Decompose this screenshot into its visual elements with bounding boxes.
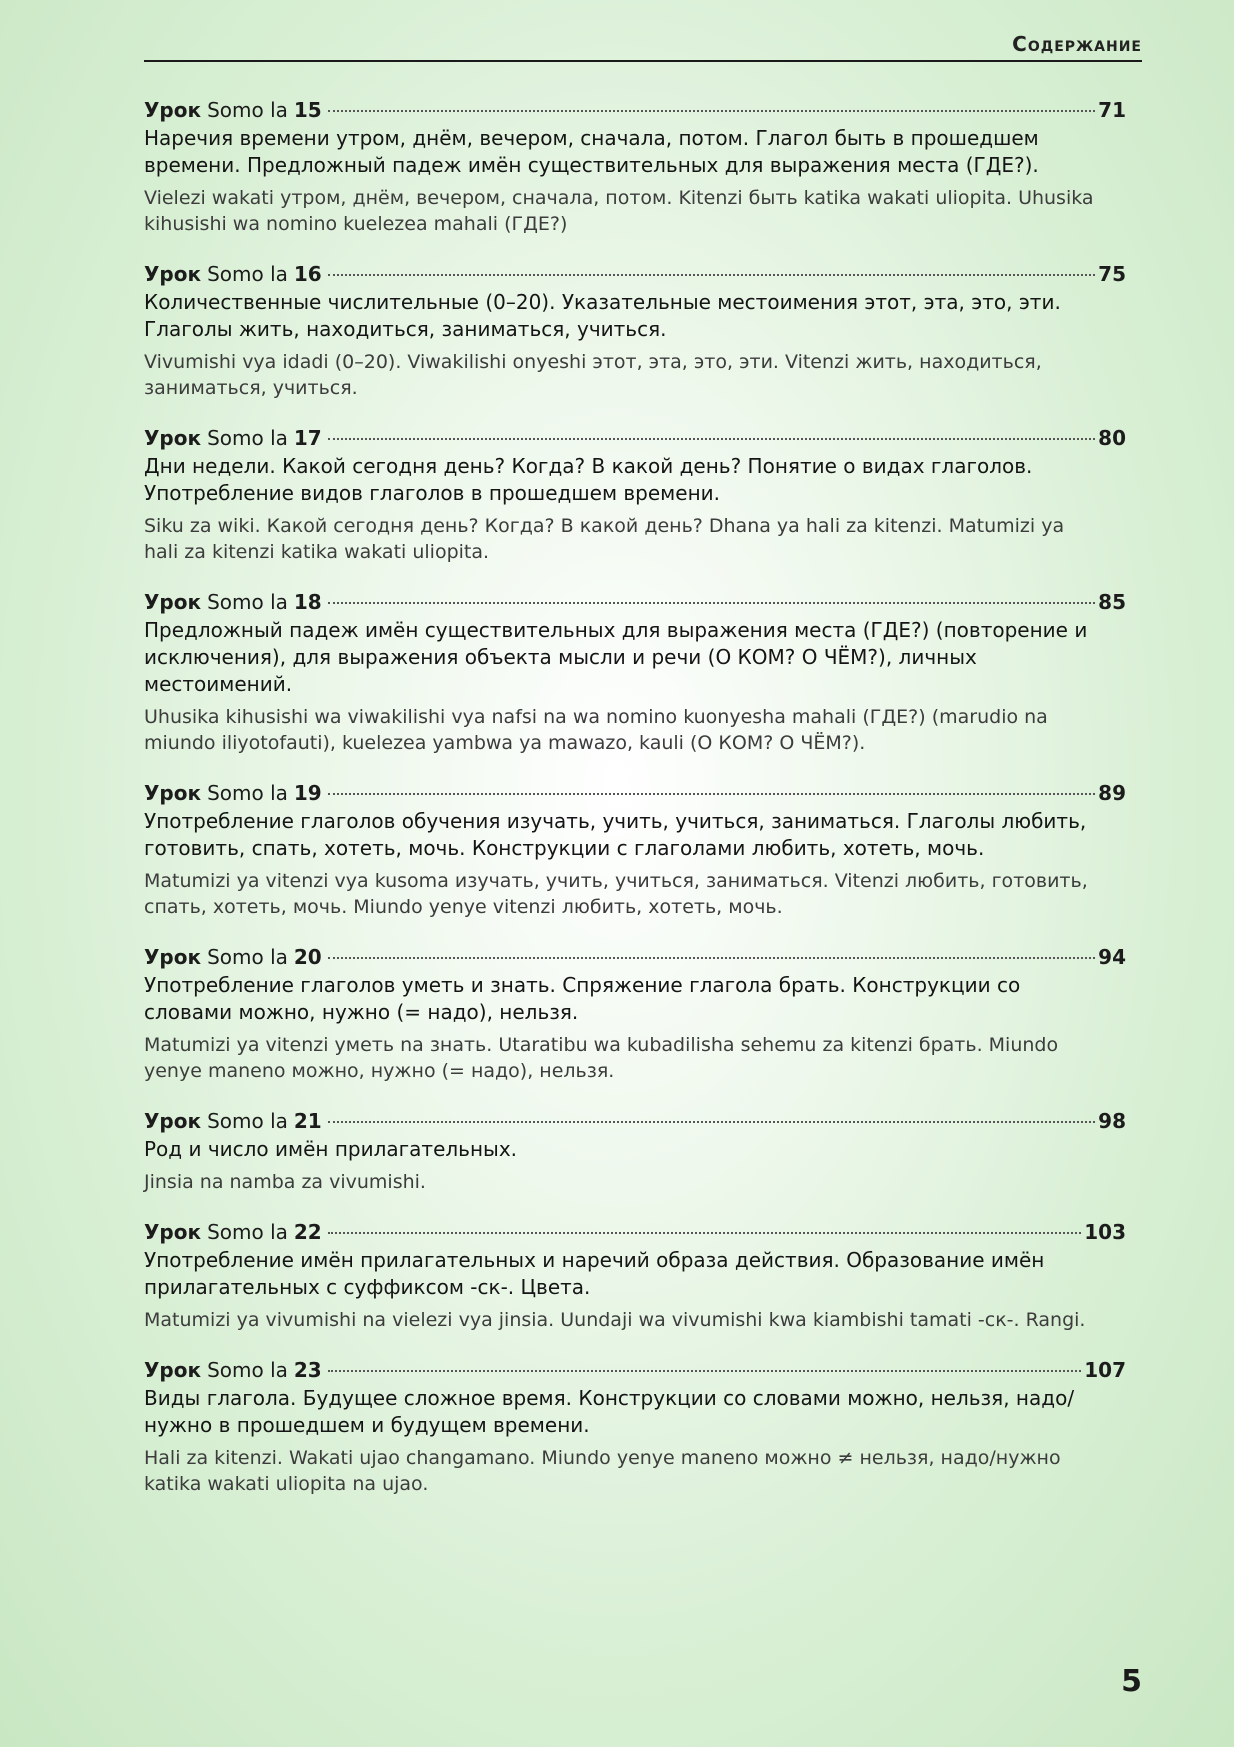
toc-entry-heading[interactable] <box>144 424 1126 452</box>
lesson-word: Урок <box>144 781 202 805</box>
toc-entry <box>144 1107 1142 1195</box>
toc-entry-heading[interactable] <box>144 588 1126 616</box>
toc-page-number: 98 <box>1098 1109 1126 1133</box>
lesson-swahili-label: Somo la <box>207 262 288 286</box>
dot-leader <box>328 957 1095 959</box>
lesson-description-swahili: Hali za kitenzi. Wakati ujao changamano. Miundo yenye maneno можно ≠ нельзя, надо/нужно katika wakati uliopita na ujao. <box>144 1447 1061 1495</box>
toc-page-number: 75 <box>1098 262 1126 286</box>
toc-entry-heading[interactable] <box>144 779 1126 807</box>
lesson-description-russian: Употребление глаголов уметь и знать. Спряжение глагола брать. Конструкции со словами можно, нужно (= надо), нельзя. <box>144 973 1021 1024</box>
lesson-description-russian: Дни недели. Какой сегодня день? Когда? В какой день? Понятие о видах глаголов. Употребление видов глаголов в прошедшем времени. <box>144 454 1033 505</box>
toc-entry <box>144 424 1142 565</box>
lesson-swahili-label: Somo la <box>207 781 288 805</box>
lesson-number: 20 <box>293 945 322 969</box>
toc-entry <box>144 1356 1142 1497</box>
lesson-word: Урок <box>144 426 202 450</box>
lesson-number: 22 <box>293 1220 322 1244</box>
lesson-swahili-label: Somo la <box>207 1220 288 1244</box>
toc-entry-heading[interactable] <box>144 260 1126 288</box>
dot-leader <box>328 438 1095 440</box>
lesson-description-swahili: Jinsia na namba za vivumishi. <box>144 1171 426 1193</box>
lesson-description-swahili: Vivumishi vya idadi (0–20). Viwakilishi onyeshi этот, эта, это, эти. Vitenzi жить, находиться, заниматься, учиться. <box>144 351 1042 399</box>
dot-leader <box>328 793 1095 795</box>
lesson-number: 18 <box>293 590 322 614</box>
toc-entry <box>144 1218 1142 1333</box>
lesson-word: Урок <box>144 1109 202 1133</box>
lesson-description-swahili: Uhusika kihusishi wa viwakilishi vya nafsi na wa nomino kuonyesha mahali (ГДЕ?) (marudio na miundo iliyotofauti), kuelezea yambwa ya mawazo, kauli (О КОМ? О ЧЁМ?). <box>144 706 1048 754</box>
dot-leader <box>328 602 1095 604</box>
lesson-swahili-label: Somo la <box>207 945 288 969</box>
lesson-number: 23 <box>293 1358 322 1382</box>
dot-leader <box>328 1232 1082 1234</box>
lesson-word: Урок <box>144 590 202 614</box>
lesson-word: Урок <box>144 262 202 286</box>
lesson-number: 21 <box>293 1109 322 1133</box>
lesson-word: Урок <box>144 98 202 122</box>
lesson-description-swahili: Matumizi ya vivumishi na vielezi vya jinsia. Uundaji wa vivumishi kwa kiambishi tamati -ск-. Rangi. <box>144 1309 1086 1331</box>
lesson-description-russian: Род и число имён прилагательных. <box>144 1137 518 1161</box>
dot-leader <box>328 1121 1095 1123</box>
page-header <box>144 30 1142 62</box>
toc-entry <box>144 260 1142 401</box>
lesson-description-russian: Количественные числительные (0–20). Указательные местоимения этот, эта, это, эти. Глаголы жить, находиться, заниматься, учиться. <box>144 290 1061 341</box>
toc-entry <box>144 588 1142 756</box>
toc-entry <box>144 779 1142 920</box>
lesson-swahili-label: Somo la <box>207 590 288 614</box>
toc-page-number: 89 <box>1098 781 1126 805</box>
toc-page-number: 85 <box>1098 590 1126 614</box>
header-title: Содержание <box>1012 32 1142 56</box>
lesson-number: 19 <box>293 781 322 805</box>
table-of-contents <box>144 96 1142 1520</box>
toc-entry-heading[interactable] <box>144 1356 1126 1384</box>
lesson-description-russian: Употребление имён прилагательных и наречий образа действия. Образование имён прилагательных с суффиксом -ск-. Цвета. <box>144 1248 1045 1299</box>
lesson-description-russian: Употребление глаголов обучения изучать, учить, учиться, заниматься. Глаголы любить, готовить, спать, хотеть, мочь. Конструкции с глаголами любить, хотеть, мочь. <box>144 809 1087 860</box>
toc-page-number: 80 <box>1098 426 1126 450</box>
dot-leader <box>328 274 1095 276</box>
lesson-swahili-label: Somo la <box>207 1109 288 1133</box>
lesson-word: Урок <box>144 1358 202 1382</box>
toc-page-number: 103 <box>1084 1220 1126 1244</box>
dot-leader <box>328 1370 1082 1372</box>
lesson-word: Урок <box>144 1220 202 1244</box>
lesson-description-russian: Наречия времени утром, днём, вечером, сначала, потом. Глагол быть в прошедшем времени. Предложный падеж имён существительных для выражения места (ГДЕ?). <box>144 126 1039 177</box>
lesson-description-swahili: Matumizi ya vitenzi vya kusoma изучать, учить, учиться, заниматься. Vitenzi любить, готовить, спать, хотеть, мочь. Miundo yenye vitenzi любить, хотеть, мочь. <box>144 870 1088 918</box>
lesson-swahili-label: Somo la <box>207 426 288 450</box>
toc-entry <box>144 96 1142 237</box>
toc-page-number: 94 <box>1098 945 1126 969</box>
lesson-description-swahili: Matumizi ya vitenzi уметь na знать. Utaratibu wa kubadilisha sehemu za kitenzi брать. Miundo yenye maneno можно, нужно (= надо), нельзя. <box>144 1034 1059 1082</box>
lesson-description-russian: Предложный падеж имён существительных для выражения места (ГДЕ?) (повторение и исключения), для выражения объекта мысли и речи (О КОМ? О ЧЁМ?), личных местоимений. <box>144 618 1088 696</box>
lesson-word: Урок <box>144 945 202 969</box>
lesson-number: 17 <box>293 426 322 450</box>
dot-leader <box>328 110 1095 112</box>
lesson-swahili-label: Somo la <box>207 1358 288 1382</box>
lesson-description-swahili: Vielezi wakati утром, днём, вечером, сначала, потом. Kitenzi быть katika wakati uliopita. Uhusika kihusishi wa nomino kuelezea mahali (ГДЕ?) <box>144 187 1094 235</box>
toc-entry <box>144 943 1142 1084</box>
toc-entry-heading[interactable] <box>144 1107 1126 1135</box>
lesson-swahili-label: Somo la <box>207 98 288 122</box>
lesson-description-russian: Виды глагола. Будущее сложное время. Конструкции со словами можно, нельзя, надо/нужно в прошедшем и будущем времени. <box>144 1386 1075 1437</box>
lesson-number: 15 <box>293 98 322 122</box>
lesson-description-swahili: Siku za wiki. Какой сегодня день? Когда? В какой день? Dhana ya hali za kitenzi. Matumizi ya hali za kitenzi katika wakati uliopita. <box>144 515 1065 563</box>
lesson-number: 16 <box>293 262 322 286</box>
toc-page-number: 71 <box>1098 98 1126 122</box>
toc-entry-heading[interactable] <box>144 96 1126 124</box>
toc-page-number: 107 <box>1084 1358 1126 1382</box>
toc-entry-heading[interactable] <box>144 943 1126 971</box>
page-number: 5 <box>1121 1664 1142 1699</box>
toc-entry-heading[interactable] <box>144 1218 1126 1246</box>
